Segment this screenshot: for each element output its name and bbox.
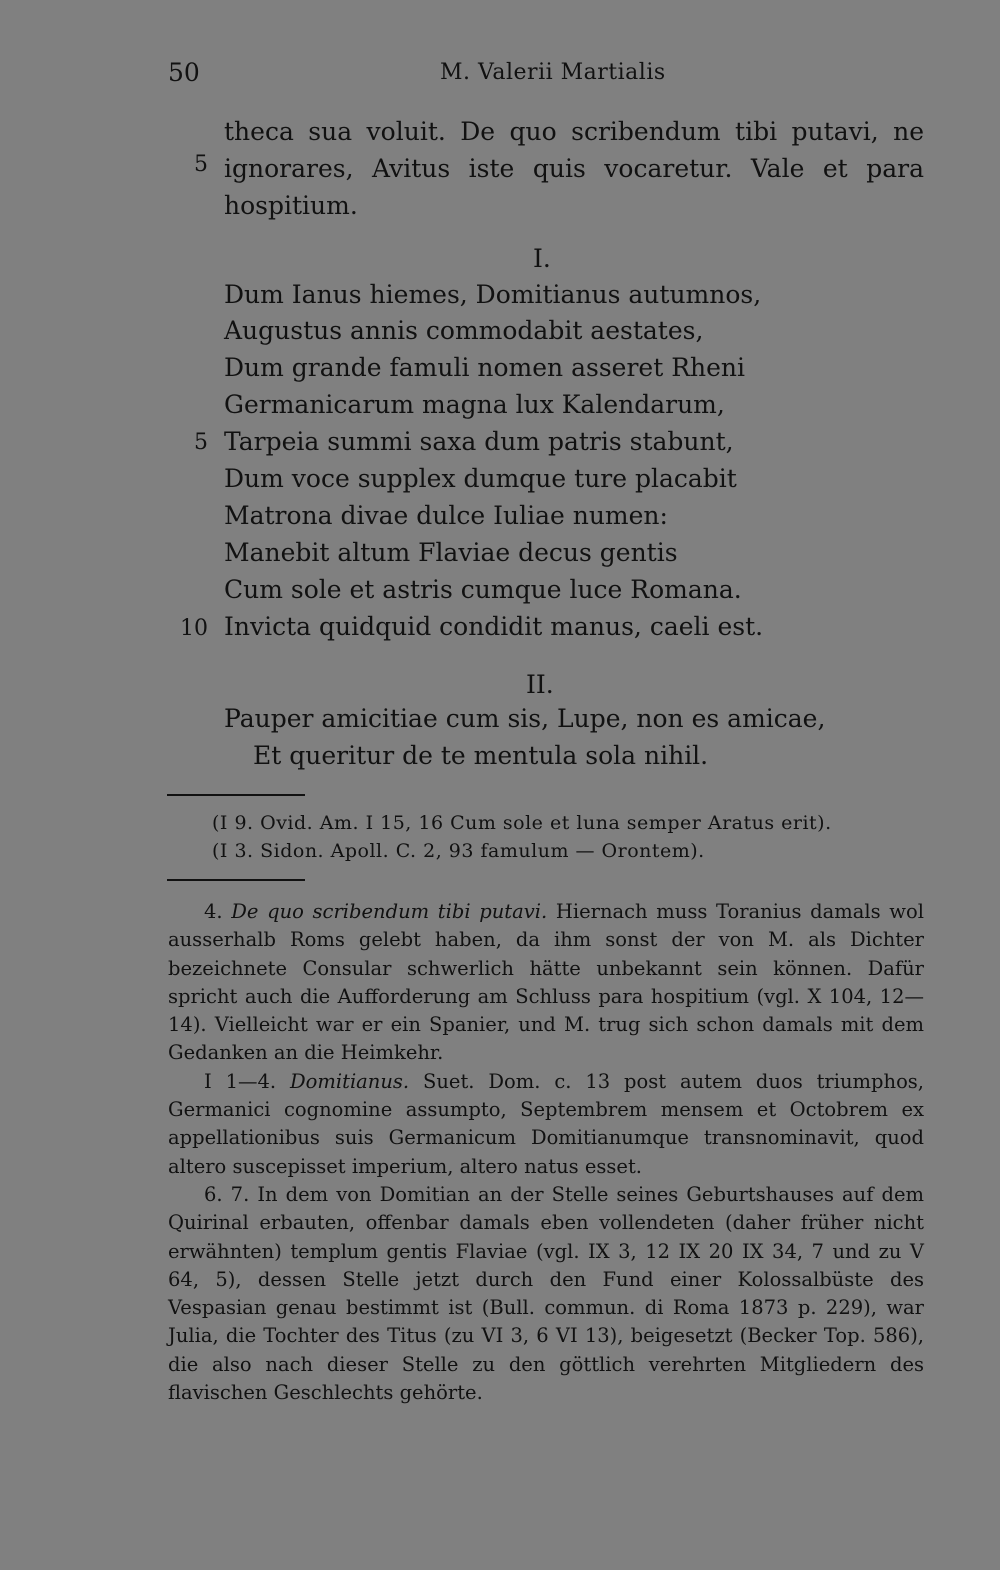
note-3-number: 6. 7. (204, 1182, 250, 1206)
note-1-number: 4. (204, 900, 223, 923)
running-title: M. Valerii Martialis (440, 60, 666, 85)
prose-line-2: ignorares, Avitus iste quis vocaretur. Vale et para (224, 154, 924, 183)
poem-2-line: Pauper amicitiae cum sis, Lupe, non es amicae, (224, 704, 826, 733)
poem-1-heading: I. (533, 244, 551, 273)
poem-1-line: Cum sole et astris cumque luce Romana. (224, 575, 742, 604)
apparatus-rule (167, 794, 305, 796)
notes-rule (167, 879, 305, 881)
poem-1-line: Manebit altum Flaviae decus gentis (224, 538, 678, 567)
poem-2-heading: II. (526, 670, 554, 699)
note-2 (168, 1068, 924, 1181)
poem-1-line: Augustus annis commodabit aestates, (224, 316, 704, 345)
note-1-lemma: De quo scribendum tibi putavi. (231, 900, 548, 923)
line-number-prose-5: 5 (194, 152, 208, 177)
line-number-5: 5 (194, 430, 208, 455)
poem-1-line: Invicta quidquid condidit manus, caeli est. (224, 612, 764, 641)
poem-1-line: Germanicarum magna lux Kalendarum, (224, 390, 725, 419)
note-2-number: I 1—4. (204, 1069, 277, 1093)
note-1-text: Hiernach muss Toranius damals wol ausserhalb Roms gelebt haben, da ihm sonst der von M. als Dichter bezeichnete Consular schwerlich hätte unbekannt sein können. Dafür spricht auch die Aufforderung am Schluss para hospitium (vgl. X 104, 12—14). Vielleicht war er ein Spanier, und M. trug sich schon damals mit dem Gedanken an die Heimkehr. (168, 900, 924, 1065)
note-1 (168, 898, 924, 1068)
prose-line-3: hospitium. (224, 191, 358, 220)
line-number-10: 10 (180, 616, 208, 641)
poem-1-line: Matrona divae dulce Iuliae numen: (224, 501, 668, 530)
poem-1-line: Tarpeia summi saxa dum patris stabunt, (224, 427, 734, 456)
poem-1-line: Dum voce supplex dumque ture placabit (224, 464, 737, 493)
apparatus-line: (I 9. Ovid. Am. I 15, 16 Cum sole et luna semper Aratus erit). (212, 812, 832, 834)
note-2-lemma: Domitianus. (290, 1069, 410, 1093)
poem-2-line: Et queritur de te mentula sola nihil. (253, 741, 709, 770)
page-number: 50 (168, 58, 200, 87)
note-3-text: In dem von Domitian an der Stelle seines Geburtshauses auf dem Quirinal erbauten, offenbar damals eben vollendeten (daher früher nicht erwähnten) templum gentis Flaviae (vgl. IX 3, 12 IX 20 IX 34, 7 und zu V 64, 5), dessen Stelle jetzt durch den Fund einer Kolossalbüste des Vespasian genau bestimmt ist (Bull. commun. di Roma 1873 p. 229), war Julia, die Tochter des Titus (zu VI 3, 6 VI 13), beigesetzt (Becker Top. 586), die also nach dieser Stelle zu den göttlich verehrten Mitgliedern des flavischen Geschlechts gehörte. (168, 1182, 924, 1405)
note-2-text: Suet. Dom. c. 13 post autem duos triumphos, Germanici cognomine assumpto, Septembrem mensem et Octobrem ex appellationibus suis Germanicum Domitianumque transnominavit, quod altero suscepisset imperium, altero natus esset. (168, 1069, 925, 1178)
note-3 (168, 1181, 924, 1407)
apparatus-line: (I 3. Sidon. Apoll. C. 2, 93 famulum — Orontem). (212, 840, 705, 862)
prose-line-1: theca sua voluit. De quo scribendum tibi putavi, ne (224, 117, 924, 146)
poem-1-line: Dum grande famuli nomen asseret Rheni (224, 353, 746, 382)
commentary-notes (168, 898, 924, 1407)
poem-1-line: Dum Ianus hiemes, Domitianus autumnos, (224, 280, 762, 309)
